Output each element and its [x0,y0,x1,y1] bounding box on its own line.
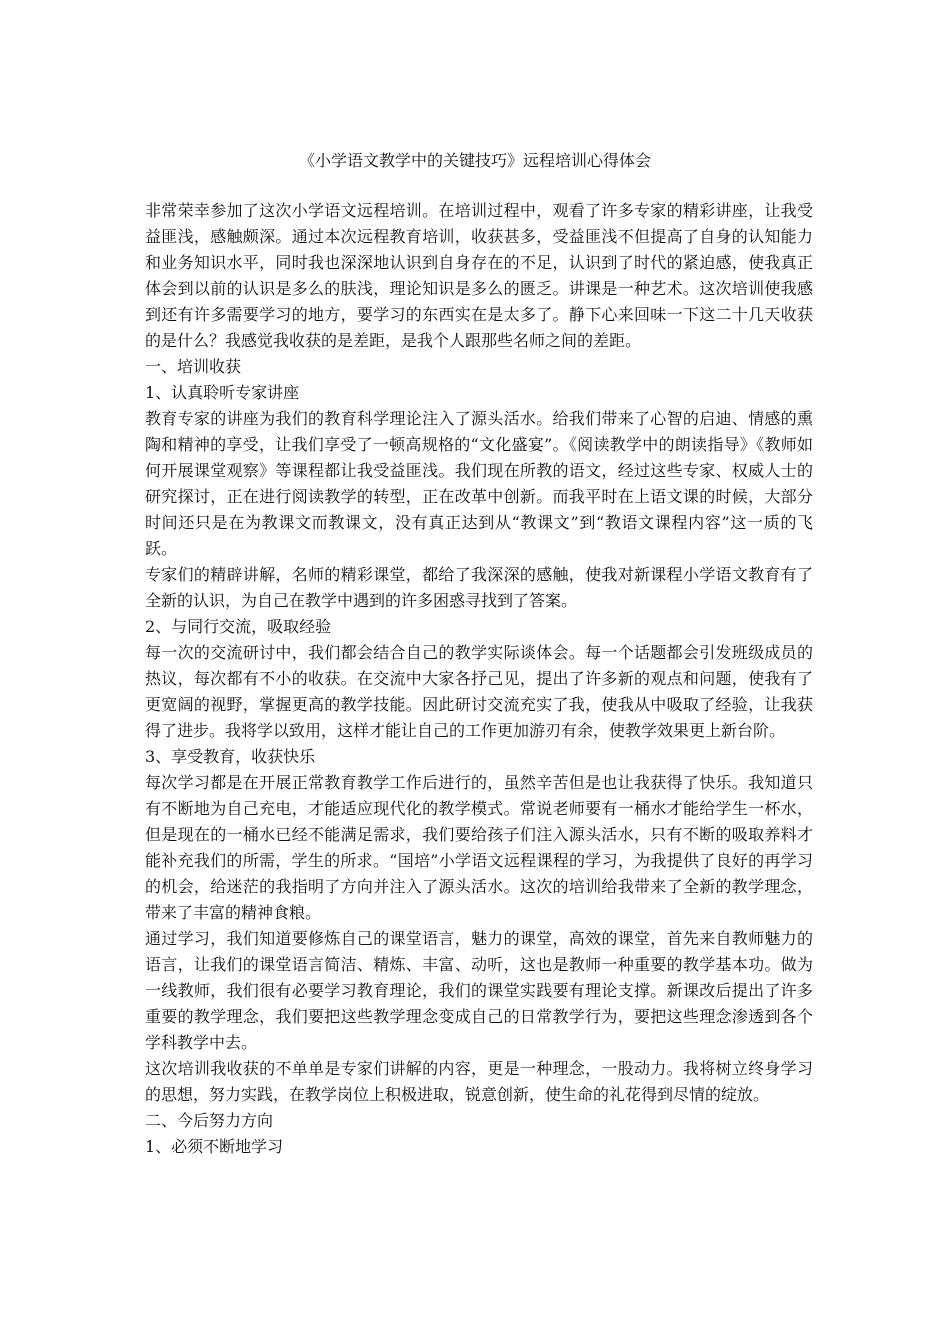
section-heading-2: 二、今后努力方向 [145,1111,274,1130]
body-paragraph: 每次学习都是在开展正常教育教学工作后进行的，虽然辛苦但是也让我获得了快乐。我知道只有不断地为自己充电，才能适应现代化的教学模式。常说老师要有一桶水才能给学生一杯水，但是现在的一桶水已经不能满足需求，我们要给孩子们注入源头活水，只有不断的吸取养料才能补充我们的所需，学生的所求。“国培”小学语文远程课程的学习，为我提供了良好的再学习的机会，给迷茫的我指明了方向并注入了源头活水。这次的培训给我带来了全新的教学理念，带来了丰富的精神食粮。 [145,773,813,922]
section-heading-1: 一、培训收获 [145,357,242,376]
subsection-heading-1-3: 3、享受教育，收获快乐 [145,747,316,766]
body-paragraph: 专家们的精辟讲解，名师的精彩课堂，都给了我深深的感触，使我对新课程小学语文教育有了全新的认识，为自己在教学中遇到的许多困惑寻找到了答案。 [145,565,813,610]
subsection-heading-1-1: 1、认真聆听专家讲座 [145,383,300,402]
body-paragraph: 通过学习，我们知道要修炼自己的课堂语言，魅力的课堂，高效的课堂，首先来自教师魅力的语言，让我们的课堂语言简洁、精炼、丰富、动听，这也是教师一种重要的教学基本功。做为一线教师，我们很有必要学习教育理论，我们的课堂实践要有理论支撑。新课改后提出了许多重要的教学理念，我们要把这些教学理念变成自己的日常教学行为，要把这些理念渗透到各个学科教学中去。 [145,929,813,1052]
document-body [145,198,813,1160]
body-paragraph: 这次培训我收获的不单单是专家们讲解的内容，更是一种理念，一股动力。我将树立终身学习的思想，努力实践，在教学岗位上积极进取，锐意创新，使生命的礼花得到尽情的绽放。 [145,1059,813,1104]
document-title: 《小学语文教学中的关键技巧》远程培训心得体会 [298,151,651,170]
subsection-heading-2-1: 1、必须不断地学习 [145,1137,284,1156]
body-paragraph: 教育专家的讲座为我们的教育科学理论注入了源头活水。给我们带来了心智的启迪、情感的熏陶和精神的享受，让我们享受了一顿高规格的“文化盛宴”。《阅读教学中的朗读指导》《教师如何开展课堂观察》等课程都让我受益匪浅。我们现在所教的语文，经过这些专家、权威人士的研究探讨，正在进行阅读教学的转型，正在改革中创新。而我平时在上语文课的时候，大部分时间还只是在为教课文而教课文，没有真正达到从“教课文”到“教语文课程内容”这一质的飞跃。 [145,409,813,558]
subsection-heading-1-2: 2、与同行交流，吸取经验 [145,617,332,636]
intro-paragraph: 非常荣幸参加了这次小学语文远程培训。在培训过程中，观看了许多专家的精彩讲座，让我受益匪浅，感触颇深。通过本次远程教育培训，收获甚多，受益匪浅不但提高了自身的认知能力和业务知识水平，同时我也深深地认识到自身存在的不足，认识到了时代的紧迫感，使我真正体会到以前的认识是多么的肤浅，理论知识是多么的匮乏。讲课是一种艺术。这次培训使我感到还有许多需要学习的地方，要学习的东西实在是太多了。静下心来回味一下这二十几天收获的是什么？我感觉我收获的是差距，是我个人跟那些名师之间的差距。 [145,201,813,350]
body-paragraph: 每一次的交流研讨中，我们都会结合自己的教学实际谈体会。每一个话题都会引发班级成员的热议，每次都有不小的收获。在交流中大家各抒己见，提出了许多新的观点和问题，使我有了更宽阔的视野，掌握更高的教学技能。因此研讨交流充实了我，使我从中吸取了经验，让我获得了进步。我将学以致用，这样才能让自己的工作更加游刃有余，使教学效果更上新台阶。 [145,643,813,740]
